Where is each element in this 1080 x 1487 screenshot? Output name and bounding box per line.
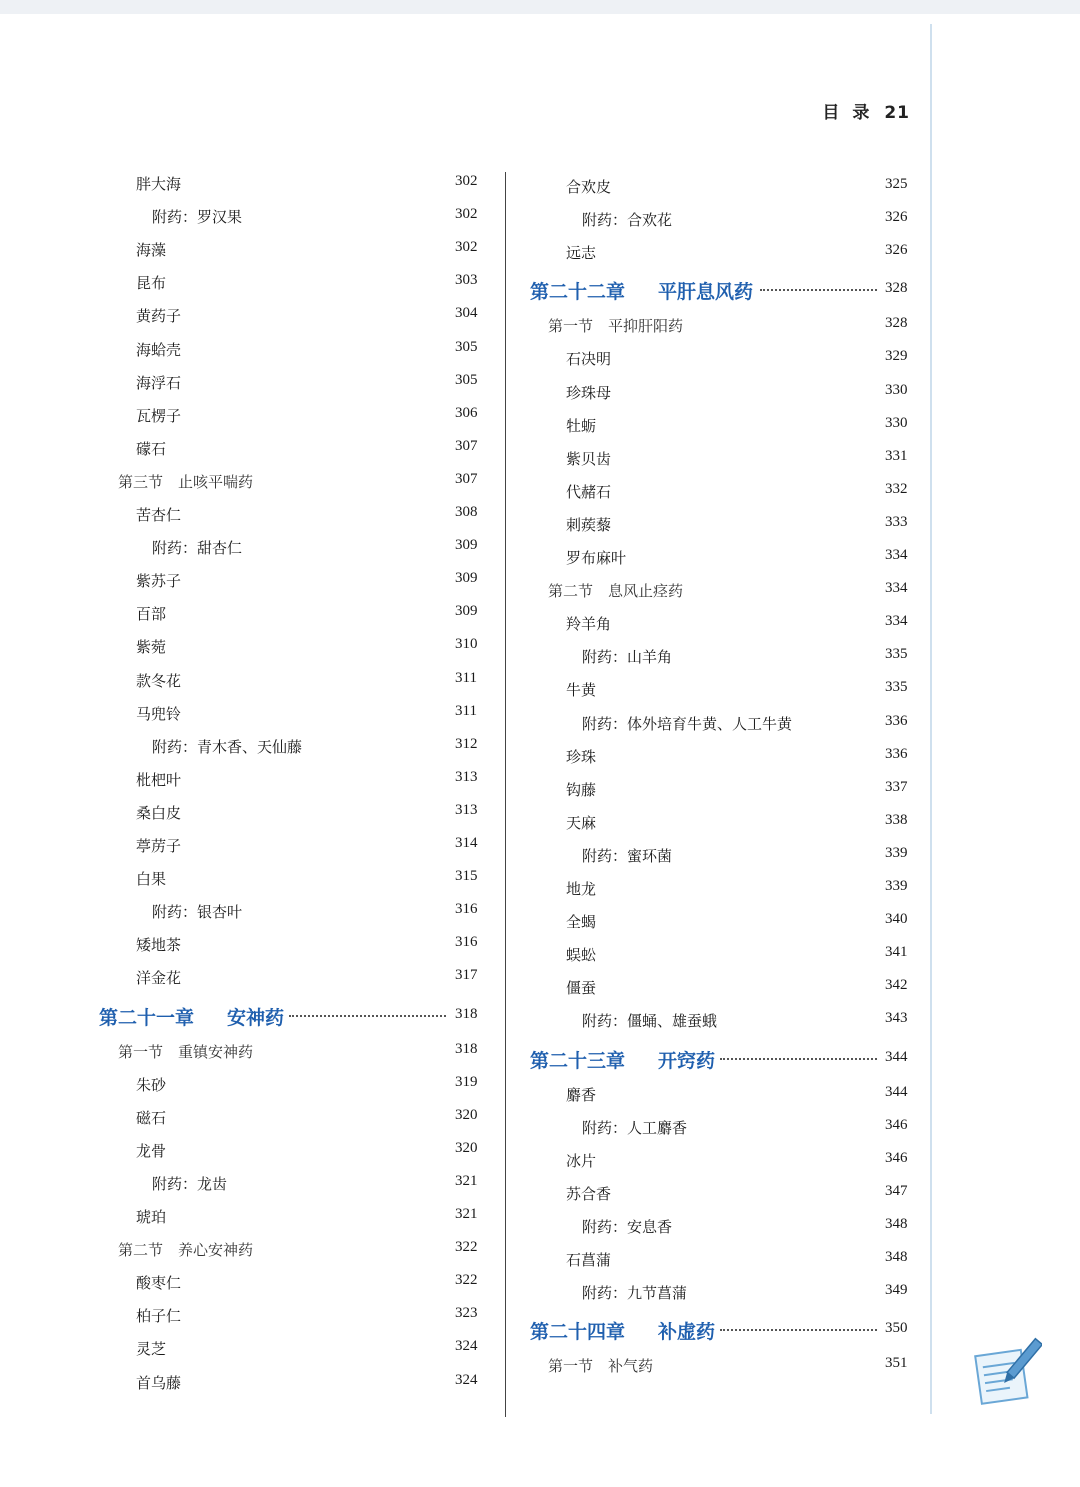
- toc-item-row[interactable]: [0, 1084, 1080, 1108]
- entry-label: 紫菀: [136, 638, 167, 657]
- page-number: 311: [455, 669, 477, 686]
- page-number: 320: [455, 1139, 478, 1156]
- page-number: 324: [455, 1338, 478, 1355]
- page-number: 347: [885, 1182, 908, 1199]
- dot-leader: [720, 1329, 877, 1331]
- toc-subitem-row[interactable]: [0, 713, 1080, 737]
- toc-item-row[interactable]: [0, 176, 1080, 200]
- page-number: 351: [885, 1355, 908, 1372]
- page-number: 320: [455, 1106, 478, 1123]
- entry-label: 琥珀: [136, 1208, 167, 1226]
- page-number: 303: [455, 272, 478, 289]
- toc-item-row[interactable]: [0, 1183, 1080, 1207]
- header-title-b: 录: [852, 103, 871, 123]
- chapter-number: 第二十三章: [530, 1049, 626, 1072]
- entry-label: 麝香: [566, 1085, 597, 1104]
- page-number: 336: [885, 745, 908, 762]
- page-number: 344: [885, 1048, 908, 1065]
- page-number: 314: [455, 835, 478, 851]
- page-number: 344: [885, 1083, 908, 1100]
- entry-label: 牛黄: [566, 681, 597, 700]
- dot-leader: [720, 1058, 877, 1060]
- entry-label: 矮地茶: [136, 936, 182, 955]
- entry-label: 款冬花: [136, 671, 182, 690]
- toc-item-row[interactable]: [0, 514, 1080, 538]
- page-number: 302: [455, 173, 478, 189]
- page-number: 342: [885, 977, 908, 994]
- entry-label: 马兜铃: [136, 704, 182, 723]
- header-title-a: 目: [822, 103, 841, 123]
- entry-label: 昆布: [136, 274, 167, 293]
- entry-label: 黄药子: [136, 307, 182, 326]
- page-number: 339: [885, 878, 908, 894]
- entry-label: 附药：安息香: [582, 1217, 673, 1236]
- page-number: 330: [885, 381, 908, 398]
- page-number: 325: [885, 176, 908, 192]
- entry-label: 礞石: [136, 439, 167, 458]
- toc-item-row[interactable]: [0, 415, 1080, 439]
- entry-label: 第二节 息风止痉药: [548, 582, 684, 601]
- entry-label: 紫贝齿: [566, 449, 612, 468]
- page-number: 343: [885, 1010, 908, 1027]
- page-number: 302: [455, 206, 478, 223]
- chapter-number: 第二十二章: [530, 281, 626, 304]
- page-number: 335: [885, 646, 908, 663]
- page-number: 334: [885, 580, 908, 597]
- toc-item-row[interactable]: [0, 481, 1080, 505]
- toc-item-row[interactable]: [0, 547, 1080, 571]
- toc-item-row[interactable]: [0, 679, 1080, 703]
- toc-item-row[interactable]: [0, 944, 1080, 968]
- entry-label: 第二节 养心安神药: [118, 1241, 254, 1260]
- page-number: 340: [885, 911, 908, 928]
- entry-label: 第三节 止咳平喘药: [118, 472, 254, 491]
- entry-label: 紫苏子: [136, 572, 182, 591]
- entry-label: 罗布麻叶: [566, 549, 627, 567]
- entry-label: 附药：甜杏仁: [152, 539, 243, 558]
- toc-item-row[interactable]: [0, 911, 1080, 935]
- entry-label: 第一节 重镇安神药: [118, 1042, 254, 1061]
- entry-label: 附药：罗汉果: [152, 208, 243, 227]
- page-number: 309: [455, 603, 478, 620]
- page-number: 328: [885, 280, 908, 297]
- page-number: 305: [455, 371, 478, 388]
- page-number: 330: [885, 414, 908, 431]
- entry-label: 珍珠: [566, 747, 597, 766]
- page-number: 313: [455, 768, 478, 785]
- toc-item-row[interactable]: [0, 242, 1080, 266]
- page-number: 302: [455, 239, 478, 256]
- entry-label: 柏子仁: [136, 1307, 182, 1326]
- entry-label: 苏合香: [566, 1184, 612, 1203]
- page-number: 316: [455, 934, 478, 951]
- page-number: 310: [455, 636, 478, 653]
- entry-label: 枇杷叶: [136, 770, 182, 789]
- toc-section-row[interactable]: [0, 1355, 1080, 1379]
- page-number: 322: [455, 1272, 478, 1289]
- chapter-number: 第二十一章: [99, 1006, 195, 1029]
- toc-subitem-row[interactable]: [0, 1010, 1080, 1034]
- entry-label: 瓦楞子: [136, 406, 182, 425]
- page-number: 312: [455, 735, 478, 752]
- page-number: 346: [885, 1149, 908, 1166]
- header-page-number: 21: [884, 103, 910, 123]
- page-number: 315: [455, 868, 478, 885]
- page-number: 304: [455, 305, 478, 322]
- entry-label: 蜈蚣: [566, 946, 597, 965]
- entry-label: 酸枣仁: [136, 1274, 182, 1293]
- page-number: 341: [885, 944, 908, 961]
- toc-item-row[interactable]: [0, 1249, 1080, 1273]
- toc-subitem-row[interactable]: [0, 1117, 1080, 1141]
- page-number: 329: [885, 348, 908, 365]
- page-number: 336: [885, 712, 908, 729]
- page-number: 326: [885, 209, 908, 226]
- page-number: 346: [885, 1116, 908, 1133]
- entry-label: 刺蒺藜: [566, 515, 612, 534]
- page-number: 323: [455, 1305, 478, 1322]
- entry-label: 百部: [136, 605, 167, 624]
- entry-label: 附药：山羊角: [582, 648, 673, 667]
- toc-item-row[interactable]: [0, 448, 1080, 472]
- toc-subitem-row[interactable]: [0, 646, 1080, 670]
- page-number: 321: [455, 1172, 478, 1189]
- page-number: 349: [885, 1282, 908, 1299]
- entry-label: 洋金花: [136, 969, 182, 988]
- entry-label: 海蛤壳: [136, 340, 182, 359]
- page-number: 326: [885, 242, 908, 259]
- entry-label: 灵芝: [136, 1340, 167, 1359]
- entry-label: 苦杏仁: [136, 506, 182, 524]
- page-number: 328: [885, 315, 908, 332]
- page-number: 322: [455, 1239, 478, 1256]
- page-number: 307: [455, 437, 478, 454]
- toc-subitem-row[interactable]: [0, 209, 1080, 233]
- entry-label: 附药：龙齿: [152, 1174, 228, 1193]
- page-number: 339: [885, 844, 908, 861]
- page-number: 318: [455, 1040, 478, 1057]
- entry-label: 葶苈子: [136, 837, 182, 855]
- entry-label: 龙骨: [136, 1141, 167, 1160]
- toc-item-row[interactable]: [0, 382, 1080, 406]
- entry-label: 地龙: [566, 880, 597, 898]
- chapter-title: 安神药: [227, 1006, 285, 1029]
- entry-label: 首乌藤: [136, 1373, 182, 1392]
- toc-item-row[interactable]: [0, 348, 1080, 372]
- toc-chapter-row[interactable]: [0, 1046, 1080, 1070]
- entry-label: 珍珠母: [566, 383, 612, 402]
- page-number: 350: [885, 1320, 908, 1337]
- entry-label: 合欢皮: [566, 178, 612, 196]
- page-number: 338: [885, 811, 908, 828]
- toc-item-row[interactable]: [0, 878, 1080, 902]
- page-number: 318: [455, 1005, 478, 1022]
- toc-subitem-row[interactable]: [0, 1282, 1080, 1306]
- entry-label: 胖大海: [136, 175, 182, 193]
- entry-label: 代赭石: [566, 482, 612, 501]
- entry-label: 磁石: [136, 1108, 167, 1127]
- page-number: 333: [885, 513, 908, 530]
- page-number: 309: [455, 537, 478, 554]
- entry-label: 白果: [136, 870, 167, 889]
- entry-label: 附药：体外培育牛黄、人工牛黄: [582, 714, 793, 733]
- page-number: 321: [455, 1206, 478, 1222]
- chapter-title: 补虚药: [658, 1321, 716, 1344]
- page-number: 319: [455, 1073, 478, 1090]
- entry-label: 冰片: [566, 1151, 597, 1170]
- entry-label: 全蝎: [566, 913, 597, 932]
- entry-label: 远志: [566, 244, 597, 263]
- toc-section-row[interactable]: [0, 315, 1080, 339]
- page-number: 334: [885, 547, 908, 563]
- entry-label: 海浮石: [136, 373, 182, 392]
- toc-item-row[interactable]: [0, 746, 1080, 770]
- entry-label: 桑白皮: [136, 803, 182, 822]
- toc-item-row[interactable]: [0, 812, 1080, 836]
- entry-label: 附药：九节菖蒲: [582, 1284, 688, 1303]
- toc-subitem-row[interactable]: [0, 1216, 1080, 1240]
- entry-label: 附药：人工麝香: [582, 1118, 688, 1137]
- page-number: 308: [455, 504, 478, 520]
- entry-label: 第一节 平抑肝阳药: [548, 317, 684, 336]
- entry-label: 附药：银杏叶: [152, 903, 243, 922]
- entry-label: 附药：青木香、天仙藤: [152, 737, 303, 756]
- note-pencil-icon: [972, 1334, 1042, 1406]
- entry-label: 朱砂: [136, 1075, 167, 1094]
- entry-label: 僵蚕: [566, 979, 597, 998]
- page-number: 332: [885, 480, 908, 497]
- toc-chapter-row[interactable]: [0, 277, 1080, 304]
- entry-label: 天麻: [566, 813, 597, 832]
- toc-item-row[interactable]: [0, 613, 1080, 637]
- entry-label: 石菖蒲: [566, 1251, 612, 1269]
- entry-label: 附药：合欢花: [582, 211, 673, 230]
- page-number: 337: [885, 778, 908, 795]
- page-number: 305: [455, 338, 478, 355]
- toc-item-row[interactable]: [0, 1150, 1080, 1174]
- page-number: 313: [455, 801, 478, 818]
- toc-chapter-row[interactable]: [0, 1317, 1080, 1344]
- page-number: 324: [455, 1371, 478, 1388]
- page-number: 348: [885, 1215, 908, 1232]
- entry-label: 第一节 补气药: [548, 1357, 654, 1376]
- entry-label: 羚羊角: [566, 615, 612, 634]
- chapter-number: 第二十四章: [530, 1321, 626, 1344]
- page-number: 306: [455, 404, 478, 421]
- page-number: 307: [455, 470, 478, 487]
- page-number: 335: [885, 679, 908, 696]
- entry-label: 石决明: [566, 350, 612, 369]
- entry-label: 附药：蜜环菌: [582, 846, 673, 865]
- page-number: 311: [455, 702, 477, 719]
- page-number: 348: [885, 1249, 908, 1265]
- page-number: 317: [455, 967, 478, 984]
- entry-label: 附药：僵蛹、雄蚕蛾: [582, 1012, 718, 1031]
- toc-item-row[interactable]: [0, 977, 1080, 1001]
- chapter-title: 开窍药: [658, 1049, 716, 1072]
- chapter-title: 平肝息风药: [658, 281, 754, 304]
- entry-label: 钩藤: [566, 780, 597, 799]
- page-number: 309: [455, 570, 478, 587]
- entry-label: 牡蛎: [566, 416, 597, 435]
- page-number: 316: [455, 901, 478, 918]
- dot-leader: [760, 289, 877, 291]
- toc-section-row[interactable]: [0, 580, 1080, 604]
- page-number: 334: [885, 613, 908, 630]
- entry-label: 海藻: [136, 241, 167, 260]
- page-number: 331: [885, 447, 908, 464]
- toc-subitem-row[interactable]: [0, 845, 1080, 869]
- toc-item-row[interactable]: [0, 779, 1080, 803]
